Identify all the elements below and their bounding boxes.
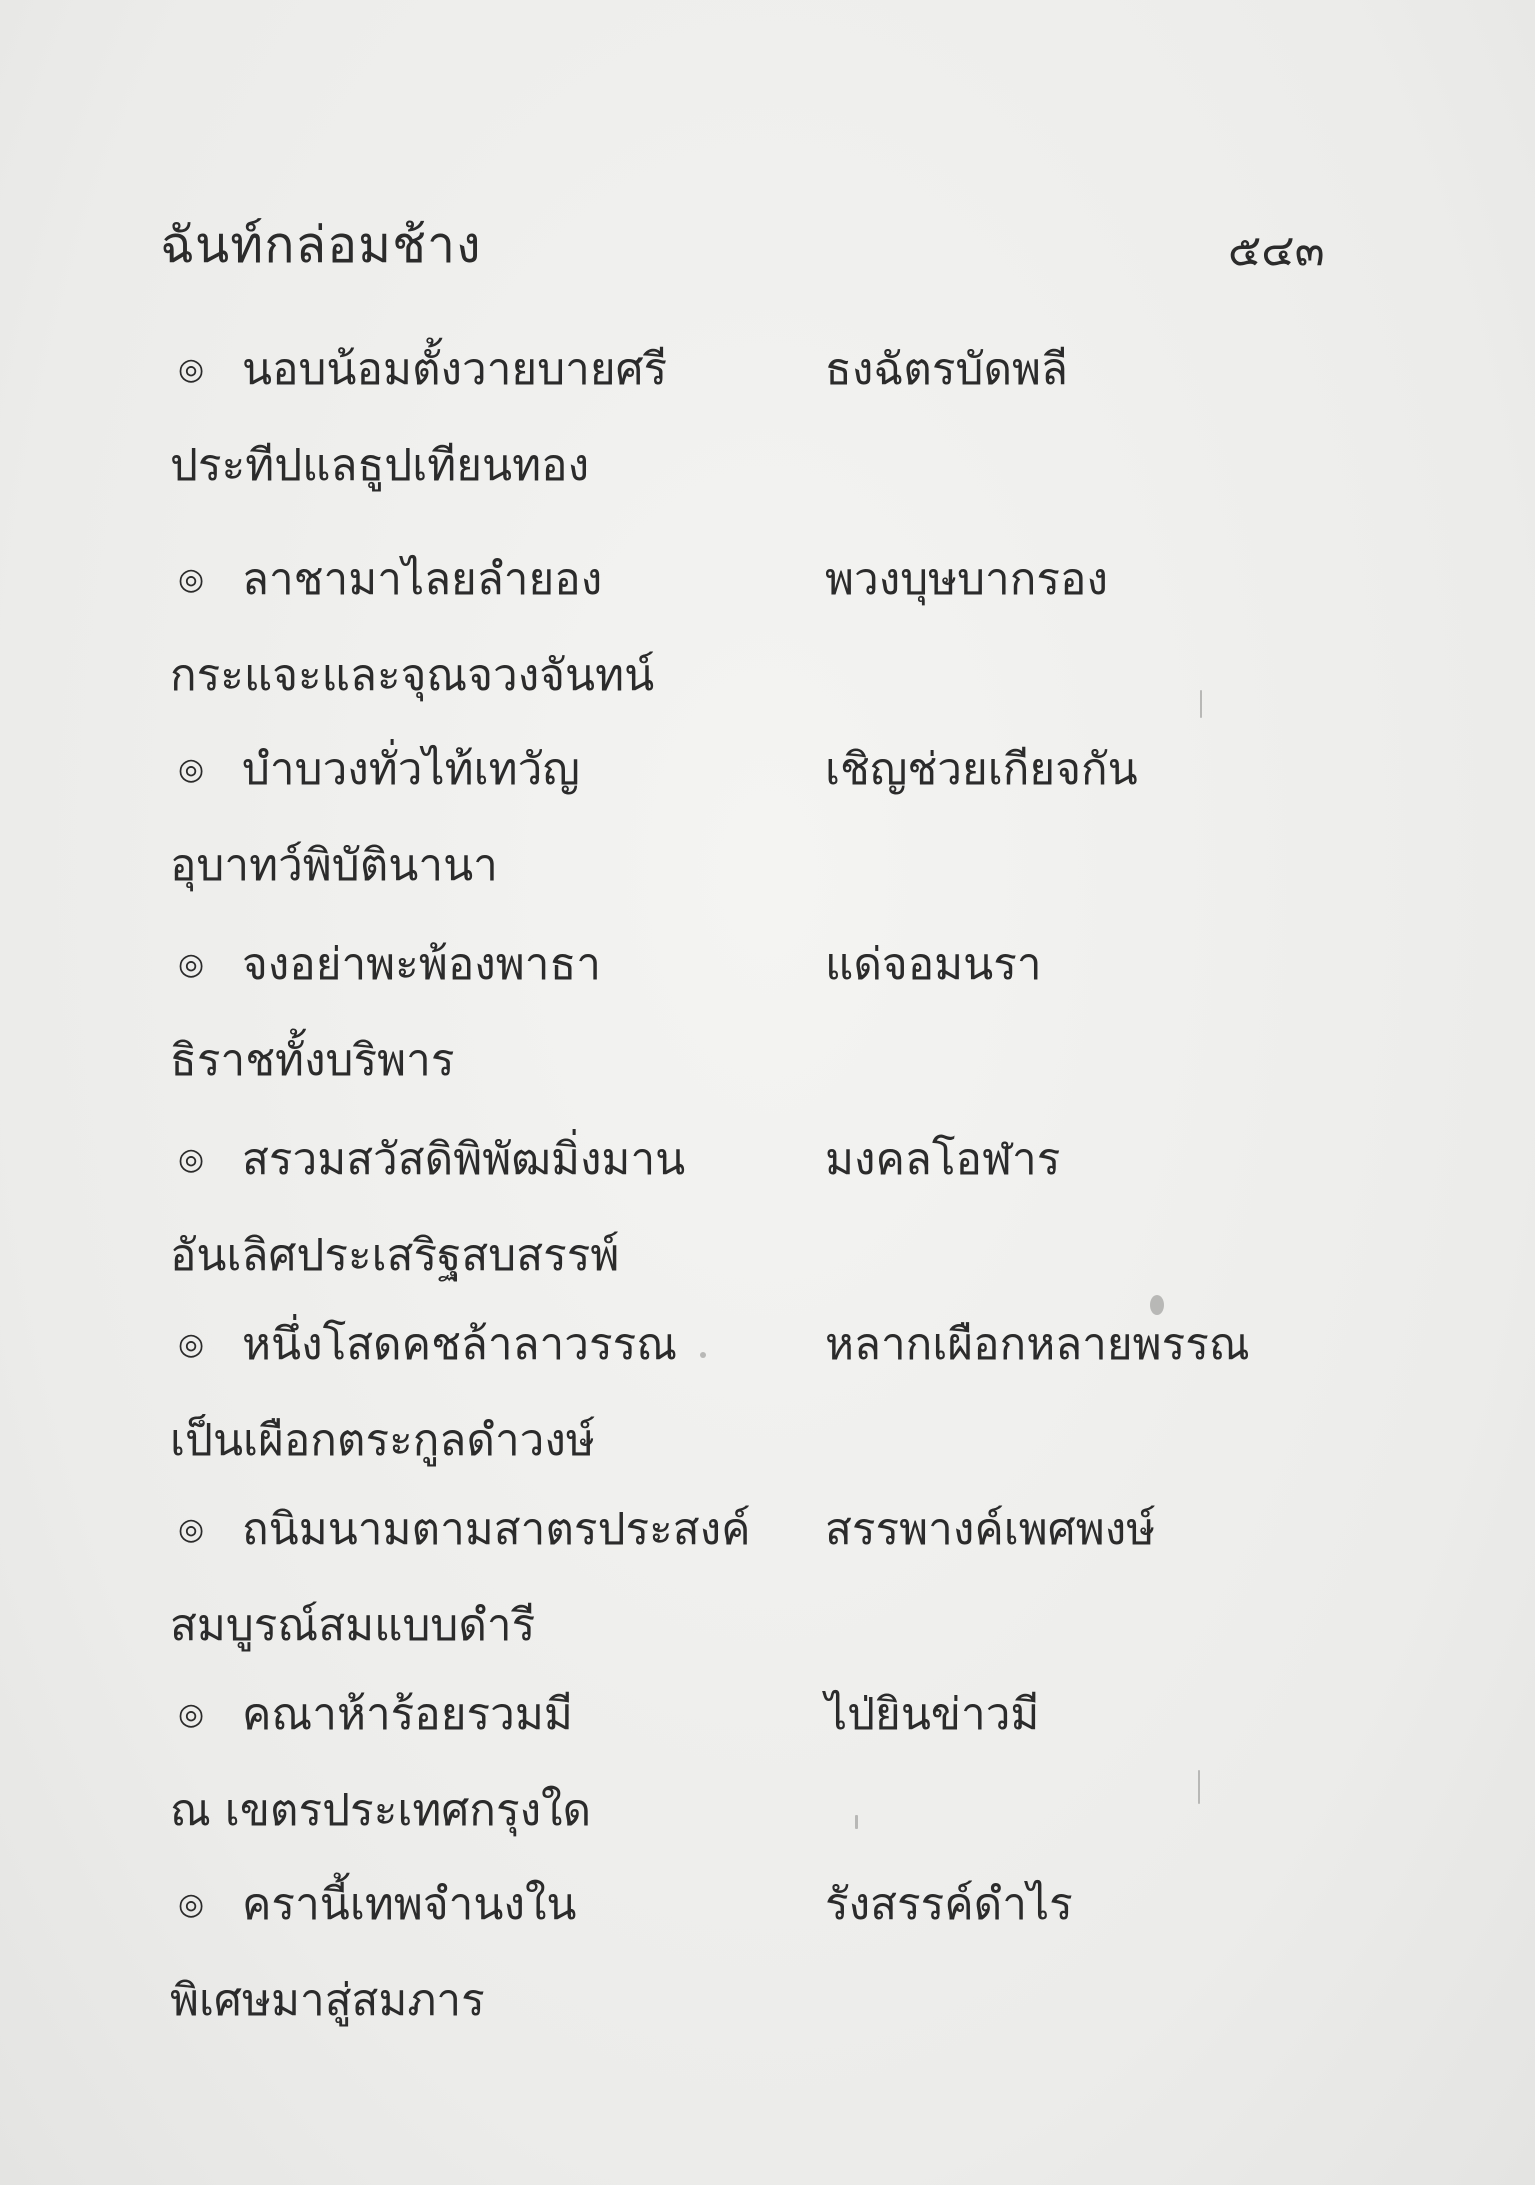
verse-line-second-half: แด่จอมนรา bbox=[825, 939, 1042, 990]
verse-line-second-half: ธงฉัตรบัดพลี bbox=[825, 344, 1068, 395]
verse-line-continuation: อันเลิศประเสริฐสบสรรพ์ bbox=[170, 1230, 620, 1281]
bullseye-bullet-icon: ◎ bbox=[178, 752, 205, 787]
bullseye-bullet-icon: ◎ bbox=[178, 1887, 205, 1922]
verse-line-continuation: ประทีปแลธูปเทียนทอง bbox=[170, 440, 590, 491]
verse-line-continuation: ธิราชทั้งบริพาร bbox=[170, 1035, 455, 1086]
verse-stanza-3 bbox=[0, 725, 1535, 925]
bullseye-bullet-icon: ◎ bbox=[178, 947, 205, 982]
bullseye-bullet-icon: ◎ bbox=[178, 1512, 205, 1547]
bullseye-bullet-icon: ◎ bbox=[178, 1142, 205, 1177]
paper-speck bbox=[700, 1352, 706, 1358]
verse-line-first-half: สรวมสวัสดิพิพัฒมิ่งมาน bbox=[242, 1134, 686, 1185]
verse-line-first-half: คณาห้าร้อยรวมมี bbox=[242, 1689, 573, 1740]
verse-stanza-1 bbox=[0, 325, 1535, 525]
paper-speck bbox=[1200, 690, 1202, 718]
bullseye-bullet-icon: ◎ bbox=[178, 1327, 205, 1362]
verse-stanza-5 bbox=[0, 1115, 1535, 1315]
verse-stanza-8 bbox=[0, 1670, 1535, 1870]
verse-line-second-half: รังสรรค์ดำไร bbox=[825, 1879, 1073, 1930]
verse-line-second-half: มงคลโอฬาร bbox=[825, 1134, 1061, 1185]
bullseye-bullet-icon: ◎ bbox=[178, 562, 205, 597]
verse-line-continuation: พิเศษมาสู่สมภาร bbox=[170, 1975, 485, 2026]
chapter-title: ฉันท์กล่อมช้าง bbox=[160, 216, 482, 274]
verse-line-second-half: หลากเผือกหลายพรรณ bbox=[825, 1319, 1250, 1370]
verse-line-continuation: กระแจะและจุณจวงจันทน์ bbox=[170, 650, 655, 701]
verse-stanza-2 bbox=[0, 535, 1535, 735]
verse-line-second-half: เชิญช่วยเกียจกัน bbox=[825, 744, 1138, 795]
verse-line-first-half: หนึ่งโสดคชล้าลาวรรณ bbox=[242, 1319, 678, 1370]
verse-line-first-half: ลาชามาไลยลำยอง bbox=[242, 554, 603, 605]
paper-speck bbox=[855, 1815, 858, 1829]
verse-line-continuation: อุบาทว์พิบัตินานา bbox=[170, 840, 498, 891]
bullseye-bullet-icon: ◎ bbox=[178, 352, 205, 387]
paper-speck bbox=[1150, 1295, 1164, 1315]
verse-line-continuation: ณ เขตรประเทศกรุงใด bbox=[170, 1785, 592, 1836]
verse-line-continuation: เป็นเผือกตระกูลดำวงษ์ bbox=[170, 1415, 595, 1466]
verse-line-continuation: สมบูรณ์สมแบบดำรี bbox=[170, 1600, 536, 1651]
verse-line-second-half: ไป่ยินข่าวมี bbox=[825, 1689, 1040, 1740]
page-number: ๕๔๓ bbox=[1228, 225, 1325, 276]
paper-speck bbox=[1198, 1770, 1200, 1804]
verse-line-second-half: พวงบุษบากรอง bbox=[825, 554, 1108, 605]
verse-stanza-7 bbox=[0, 1485, 1535, 1685]
verse-stanza-9 bbox=[0, 1860, 1535, 2060]
verse-line-first-half: จงอย่าพะพ้องพาธา bbox=[242, 939, 602, 990]
verse-line-first-half: ครานี้เทพจำนงใน bbox=[242, 1879, 577, 1930]
verse-line-first-half: ถนิมนามตามสาตรประสงค์ bbox=[242, 1504, 751, 1555]
verse-line-second-half: สรรพางค์เพศพงษ์ bbox=[825, 1504, 1156, 1555]
verse-stanza-6 bbox=[0, 1300, 1535, 1500]
bullseye-bullet-icon: ◎ bbox=[178, 1697, 205, 1732]
verse-stanza-4 bbox=[0, 920, 1535, 1120]
verse-line-first-half: บำบวงทั่วไท้เทวัญ bbox=[242, 744, 580, 795]
verse-line-first-half: นอบน้อมตั้งวายบายศรี bbox=[242, 344, 668, 395]
